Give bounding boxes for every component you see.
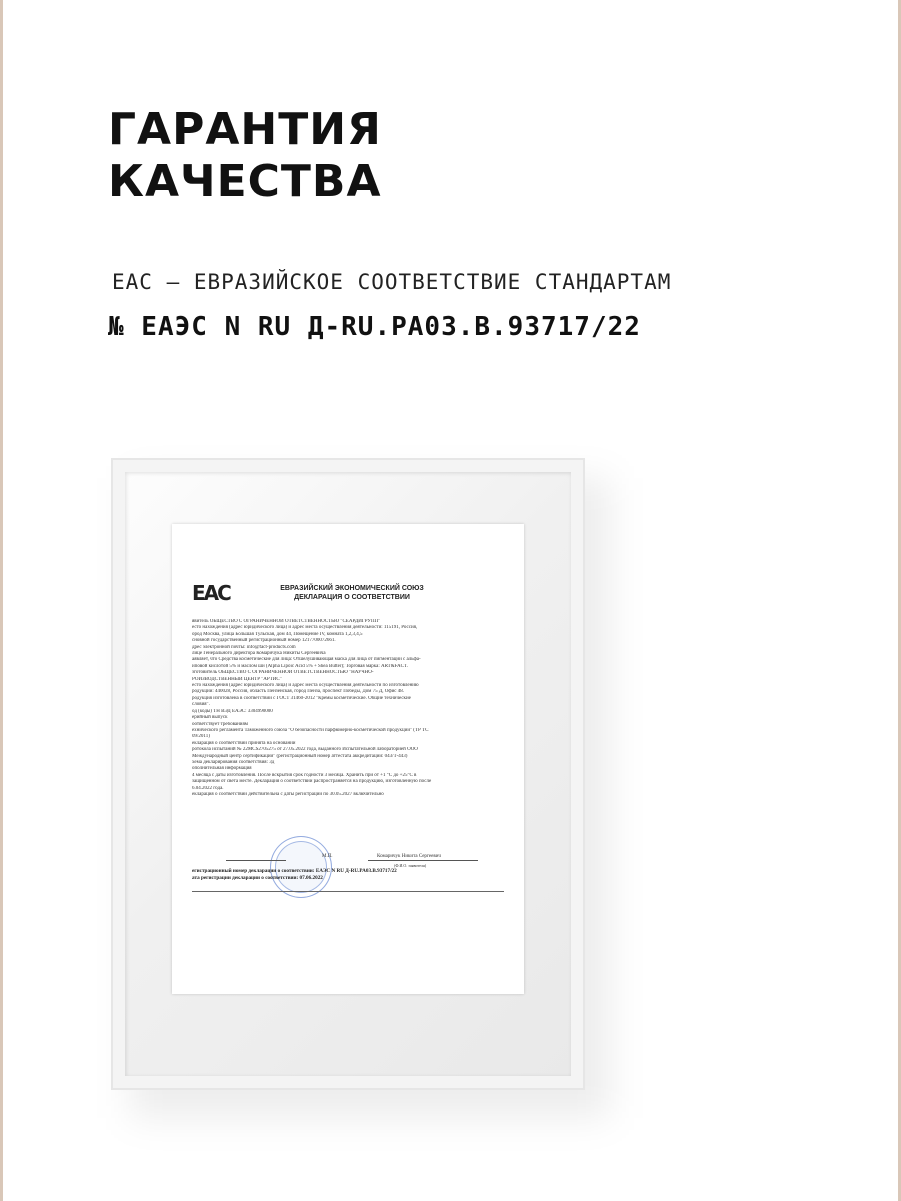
certificate-line: есто нахождения (адрес юридического лица) и адрес места осуществления деятельности по изготовлению bbox=[192, 683, 419, 689]
headline bbox=[108, 104, 382, 208]
union-title: ЕВРАЗИЙСКИЙ ЭКОНОМИЧЕСКИЙ СОЮЗ bbox=[280, 585, 424, 592]
certificate-line: оответствует требованиям bbox=[192, 721, 248, 727]
certificate-line: сновной государственный регистрационный номер 1217700072661. bbox=[192, 638, 336, 644]
picture-frame bbox=[111, 458, 585, 1090]
certificate-header bbox=[242, 584, 462, 602]
registration-number: егистрационный номер декларации о соответствии: ЕАЭС N RU Д-RU.PA03.B.93717/22 bbox=[192, 868, 397, 874]
registration-info bbox=[192, 868, 508, 882]
seal-stamp bbox=[270, 836, 332, 898]
certificate-line: зготовитель ОБЩЕСТВО С ОГРАНИЧЕННОЙ ОТВЕТСТВЕННОСТЬЮ "НАУЧНО- bbox=[192, 670, 374, 676]
name-line bbox=[368, 860, 478, 861]
eac-logo: ЕАС bbox=[192, 581, 230, 605]
certificate-line: ерийный выпуск bbox=[192, 715, 228, 721]
certificate-line: аявляет, что Средства косметические для лица: Отшелушивающая маска для лица от пигментации с альфа- bbox=[192, 657, 421, 663]
declaration-title: ДЕКЛАРАЦИЯ О СООТВЕТСТВИИ bbox=[294, 594, 410, 601]
certificate-line: дрес электронной почты: info@fact-products.com bbox=[192, 644, 296, 650]
page-left-edge bbox=[0, 0, 3, 1201]
certificate-line: 4 месяца с даты изготовления. После вскрытия срок годности 3 месяца. Хранить при от +1 °С до +25°С в bbox=[192, 772, 417, 778]
certificate-line: родукции: 440028, Россия, область Пензенская, город Пенза, проспект Победы, Дом 75 Д, Офис 48. bbox=[192, 689, 404, 695]
certificate-line: родукция изготовлена в соответствии с ГОСТ 31460-2012 "Кремы косметические. Общие технические bbox=[192, 695, 411, 701]
certificate-line: од (коды) ТН ВЭД ЕАЭС: 3304990000 bbox=[192, 708, 273, 714]
signer-caption: (Ф.И.О. заявителя) bbox=[394, 863, 427, 868]
certificate-line: есто нахождения (адрес юридического лица) и адрес места осуществления деятельности: 115191, Россия, bbox=[192, 625, 418, 631]
certificate-line: екларация о соответствии действительна с даты регистрации по 30.05.2027 включительно bbox=[192, 791, 384, 797]
registration-date: ата регистрации декларации о соответствии: 07.06.2022 bbox=[192, 875, 323, 881]
certificate-line: защищенном от света месте. Декларация о соответствии распространяется на продукцию, изготовленную после bbox=[192, 779, 432, 785]
eac-subtitle: ЕАС – ЕВРАЗИЙСКОЕ СООТВЕТСТВИЕ СТАНДАРТАМ bbox=[112, 270, 672, 294]
headline-line-2: КАЧЕСТВА bbox=[108, 156, 382, 207]
certificate-body bbox=[192, 619, 508, 798]
bottom-rule bbox=[192, 891, 504, 892]
certificate-line: ехнического регламента Таможенного союза "О безопасности парфюмерно-косметической продукции" (ТР ТС bbox=[192, 727, 429, 733]
stamp-label: М.П. bbox=[322, 854, 333, 859]
certificate-line: словия". bbox=[192, 702, 210, 708]
signer-name: Комаричук Никита Сергеевич bbox=[377, 854, 441, 859]
certificate-line: ротокола испытаний № 22MCS2705275 от 27.05.2022 года, выданного Испытательной лабораторией ООО bbox=[192, 747, 418, 753]
declaration-number: № ЕАЭС N RU Д-RU.PA03.B.93717/22 bbox=[108, 312, 641, 342]
certificate-line: 6.04.2022 года. bbox=[192, 785, 224, 791]
certificate-line: РОИЗВОДСТВЕННЫЙ ЦЕНТР "АРТИС" bbox=[192, 676, 282, 682]
certificate-line: явитель ОБЩЕСТВО С ОГРАНИЧЕННОЙ ОТВЕТСТВЕННОСТЬЮ "СЕАРДИГРУПП" bbox=[192, 619, 381, 624]
certificate-line: Международный центр сертификации" (регистрационный номер аттестата аккредитации: 043/Т-443) bbox=[192, 753, 408, 759]
certificate-line: ород Москва, улица Большая Тульская, дом 44, Помещение IV, комната 1,2,3,4,5 bbox=[192, 631, 363, 637]
certificate-line: ополнительная информация bbox=[192, 766, 252, 772]
headline-line-1: ГАРАНТИЯ bbox=[108, 104, 382, 155]
certificate-line: хема декларирования соответствия: 3д bbox=[192, 759, 275, 765]
signature-line bbox=[226, 860, 286, 861]
certificate-line: 09/2011) bbox=[192, 734, 210, 740]
certificate-line: лице Генерального директора Комаричука Никиты Сергеевича bbox=[192, 651, 326, 657]
certificate-line: иповой кислотой 5% и маслом ши (Alpha Lipoic Acid 5% + Shea Butter); Торговая марка: ART&FACT. bbox=[192, 663, 408, 669]
certificate-line: екларация о соответствии принята на основании bbox=[192, 740, 296, 746]
certificate-document bbox=[172, 524, 524, 994]
